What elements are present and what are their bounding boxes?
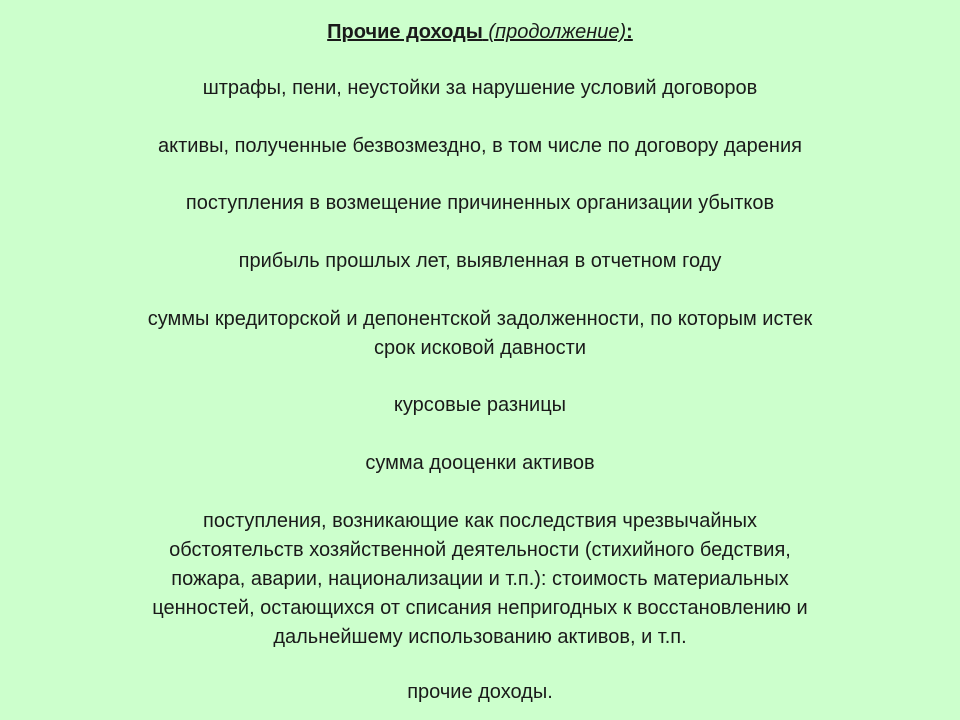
item-line: курсовые разницы: [393, 394, 567, 416]
item-line: прибыль прошлых лет, выявленная в отчетном году: [238, 250, 722, 272]
list-item-loss-compensation: [60, 189, 900, 218]
list-item-asset-revaluation: [60, 449, 900, 478]
list-item-other-income: [60, 678, 900, 707]
list-item-prior-year-profit: [60, 247, 900, 276]
item-line: суммы кредиторской и депонентской задолженности, по которым истек: [147, 308, 813, 330]
list-item-fines: [60, 74, 900, 103]
list-item-payables-expired: [60, 305, 900, 363]
item-line: обстоятельств хозяйственной деятельности (стихийного бедствия,: [169, 539, 791, 561]
heading-colon: :: [626, 21, 633, 43]
item-line: штрафы, пени, неустойки за нарушение условий договоров: [202, 77, 758, 99]
item-line: срок исковой давности: [374, 337, 586, 359]
item-line: поступления, возникающие как последствия чрезвычайных: [203, 510, 757, 532]
item-line: прочие доходы.: [407, 681, 553, 703]
item-line: ценностей, остающихся от списания непригодных к восстановлению и: [152, 597, 808, 619]
heading-subtitle: (продолжение): [488, 21, 627, 43]
item-line: активы, полученные безвозмездно, в том числе по договору дарения: [158, 135, 802, 157]
item-line: поступления в возмещение причиненных организации убытков: [185, 192, 775, 214]
heading-title: Прочие доходы: [327, 21, 483, 43]
list-item-emergency-receipts: [60, 507, 900, 652]
item-line: дальнейшему использованию активов, и т.п.: [273, 626, 687, 648]
item-line: сумма дооценки активов: [365, 452, 595, 474]
item-line: пожара, аварии, национализации и т.п.): стоимость материальных: [171, 568, 789, 590]
slide-heading: [0, 19, 960, 45]
list-item-gratuitous-assets: [60, 132, 900, 161]
list-item-exchange-differences: [60, 391, 900, 420]
